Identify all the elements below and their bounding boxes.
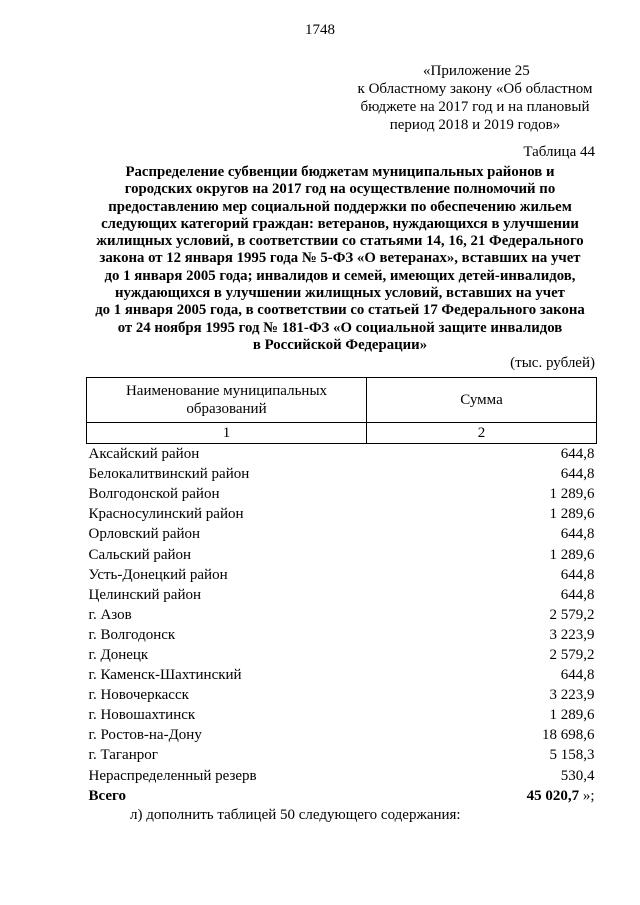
table-row	[87, 585, 597, 605]
municipality-name: Орловский район	[88, 526, 201, 543]
municipality-name: Волгодонской район	[88, 486, 220, 503]
document-title	[80, 164, 600, 354]
municipality-name: г. Новочеркасск	[88, 687, 189, 704]
appendix-line: «Приложение 25	[423, 63, 530, 79]
column-header-sum: Сумма	[367, 378, 597, 423]
amount: 1 289,6	[549, 506, 595, 523]
amount: 644,8	[560, 667, 595, 684]
table-row	[87, 565, 597, 585]
table-row	[87, 625, 597, 645]
title-line: до 1 января 2005 года; инвалидов и семей, имеющих детей-инвалидов,	[104, 267, 576, 284]
table-row	[87, 444, 597, 465]
title-line: городских округов на 2017 год на осуществление полномочий по	[124, 181, 556, 198]
table-row	[87, 645, 597, 665]
municipality-name: г. Таганрог	[88, 747, 158, 764]
units-label: (тыс. рублей)	[510, 355, 595, 371]
appendix-line: к Областному закону «Об областном	[357, 81, 593, 97]
municipality-name: г. Каменск-Шахтинский	[88, 667, 242, 684]
municipality-name: г. Волгодонск	[88, 626, 176, 643]
amount: 2 579,2	[549, 606, 595, 623]
title-line: нуждающихся в улучшении жилищных условий, вставших на учет	[115, 285, 565, 302]
total-amount	[367, 786, 597, 806]
header-text: Наименование муниципальных	[125, 383, 328, 399]
total-row	[87, 786, 597, 806]
table-row	[87, 605, 597, 625]
amount: 644,8	[560, 446, 595, 463]
amount: 18 698,6	[542, 727, 595, 744]
title-line: закона от 12 января 1995 года № 5-ФЗ «О ветеранах», вставших на учет	[99, 250, 581, 267]
subsidy-table	[86, 377, 597, 806]
amount: 644,8	[560, 466, 595, 483]
amount: 644,8	[560, 526, 595, 543]
amount: 644,8	[560, 566, 595, 583]
table-row	[87, 524, 597, 544]
title-line: Распределение субвенции бюджетам муниципальных районов и	[125, 164, 555, 180]
amount: 644,8	[560, 586, 595, 603]
amount: 1 289,6	[549, 546, 595, 563]
table-row	[87, 484, 597, 504]
amendment-text: л) дополнить таблицей 50 следующего содержания:	[130, 807, 461, 823]
appendix-line: период 2018 и 2019 годов»	[389, 117, 561, 133]
table-row	[87, 544, 597, 564]
title-line: до 1 января 2005 года, в соответствии со статьей 17 Федерального закона	[95, 302, 585, 319]
amount: 3 223,9	[549, 687, 595, 704]
table-row	[87, 504, 597, 524]
municipality-name: г. Новошахтинск	[88, 707, 196, 724]
title-line: от 24 ноября 1995 год № 181-ФЗ «О социальной защите инвалидов	[117, 319, 563, 336]
municipality-name: Нераспределенный резерв	[88, 767, 257, 784]
table-number: Таблица 44	[523, 144, 595, 160]
total-label: Всего	[88, 787, 126, 804]
closing-quote: »;	[579, 787, 595, 804]
total-value: 45 020,7	[526, 787, 580, 804]
header-text: образований	[186, 401, 267, 417]
column-header-name	[87, 378, 367, 423]
column-number-row	[87, 423, 597, 444]
amount: 1 289,6	[549, 486, 595, 503]
column-number-1: 1	[87, 423, 367, 444]
appendix-reference	[340, 62, 610, 134]
amount: 5 158,3	[549, 747, 595, 764]
title-line: в Российской Федерации»	[252, 336, 428, 353]
municipality-name: Усть-Донецкий район	[88, 566, 228, 583]
table-row	[87, 685, 597, 705]
page-number: 1748	[305, 22, 335, 38]
table-row	[87, 464, 597, 484]
title-line: следующих категорий граждан: ветеранов, нуждающихся в улучшении	[101, 215, 579, 232]
amount: 1 289,6	[549, 707, 595, 724]
municipality-name: г. Донецк	[88, 646, 149, 663]
municipality-name: Целинский район	[88, 586, 201, 603]
table-row	[87, 705, 597, 725]
municipality-name: Красносулинский район	[88, 506, 244, 523]
table-row	[87, 665, 597, 685]
table-row	[87, 766, 597, 786]
table-header-row	[87, 378, 597, 423]
appendix-line: бюджете на 2017 год и на плановый	[360, 99, 590, 115]
amount: 530,4	[560, 767, 595, 784]
municipality-name: г. Ростов-на-Дону	[88, 727, 202, 744]
column-number-2: 2	[367, 423, 597, 444]
amount: 3 223,9	[549, 626, 595, 643]
municipality-name: г. Азов	[88, 606, 132, 623]
municipality-name: Белокалитвинский район	[88, 466, 250, 483]
municipality-name: Аксайский район	[88, 446, 200, 463]
amount: 2 579,2	[549, 646, 595, 663]
table-row	[87, 725, 597, 745]
table-row	[87, 745, 597, 765]
title-line: предоставлению мер социальной поддержки по обеспечению жильем	[108, 198, 572, 215]
title-line: жилищных условий, в соответствии со статьями 14, 16, 21 Федерального	[96, 233, 584, 250]
municipality-name: Сальский район	[88, 546, 192, 563]
